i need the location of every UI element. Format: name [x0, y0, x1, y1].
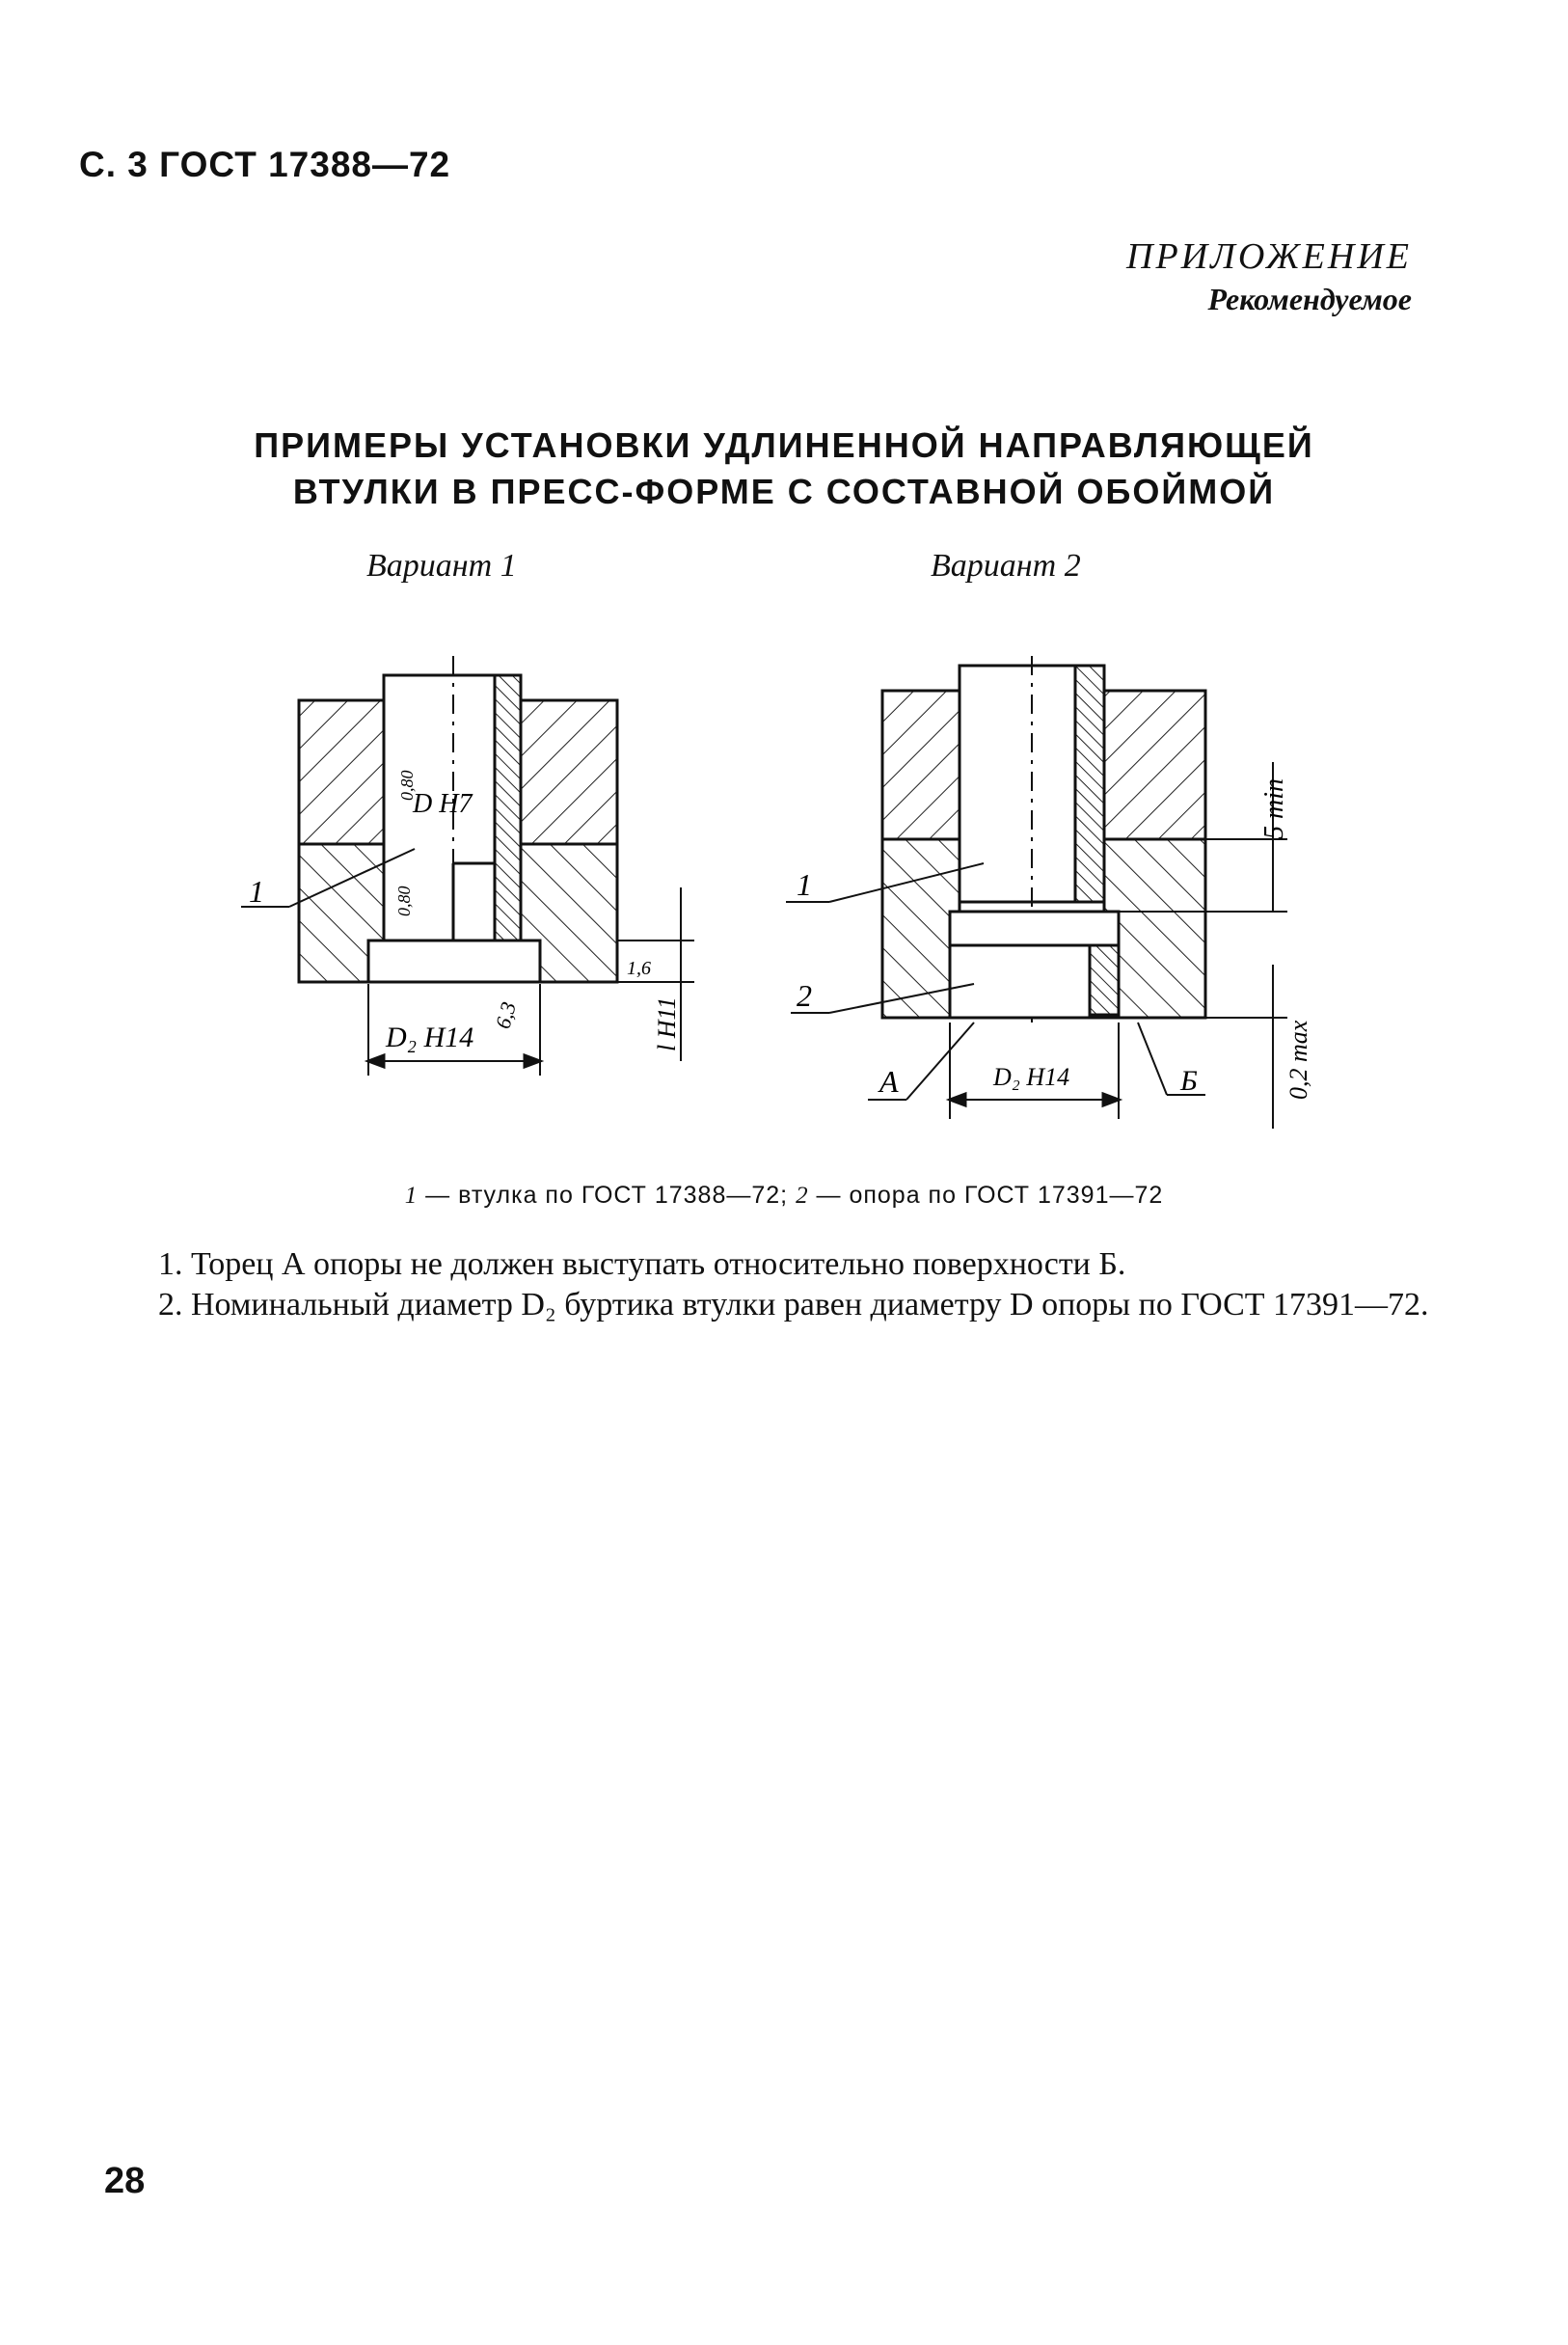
variant-1-heading: Вариант 1: [366, 548, 517, 584]
title-line-1: ПРИМЕРЫ УСТАНОВКИ УДЛИНЕННОЙ НАПРАВЛЯЮЩЕЙ: [254, 425, 1314, 465]
d1-roughness-lower: 0,80: [394, 886, 414, 916]
technical-drawing: [0, 0, 1568, 1158]
d1-fit-bore: D H7: [413, 789, 473, 819]
variant-2-heading: Вариант 2: [931, 548, 1081, 584]
page-number: 28: [104, 2161, 146, 2201]
note-2: 2. Номинальный диаметр D₂ буртика втулки равен диаметру D опоры по ГОСТ 17391—72.: [158, 1287, 1429, 1322]
d2-item-1: 1: [797, 867, 812, 902]
d2-dim-max: 0,2 max: [1284, 1020, 1312, 1100]
d1-item-1: 1: [249, 874, 264, 909]
figure-caption: [0, 1182, 1568, 1210]
d2-label-b: Б: [1180, 1065, 1198, 1097]
variant-1-drawing: [241, 656, 694, 1076]
d1-roughness-upper: 0,80: [397, 770, 417, 801]
title-line-2: ВТУЛКИ В ПРЕСС-ФОРМЕ С СОСТАВНОЙ ОБОЙМОЙ: [292, 472, 1276, 511]
d2-label-a: А: [879, 1064, 899, 1099]
caption-text-2: — опора по ГОСТ 17391—72: [808, 1182, 1164, 1209]
d1-dim-diameter: D₂ H14: [386, 1022, 474, 1053]
caption-num-2: 2: [796, 1183, 809, 1209]
note-1: 1. Торец А опоры не должен выступать относительно поверхности Б.: [158, 1246, 1126, 1282]
d2-item-2: 2: [797, 978, 812, 1013]
notes-block: [100, 1244, 1441, 1325]
appendix-status: Рекомендуемое: [1207, 282, 1412, 316]
page-header: С. 3 ГОСТ 17388—72: [79, 145, 451, 184]
caption-text-1: — втулка по ГОСТ 17388—72;: [418, 1182, 797, 1209]
variant-2-drawing: [786, 656, 1287, 1129]
d2-dim-min: 5 min: [1259, 778, 1289, 839]
d1-dim-length: l H11: [653, 996, 681, 1051]
d2-dim-diameter: D₂ H14: [993, 1063, 1070, 1091]
d1-roughness-shoulder: 6,3: [490, 998, 521, 1032]
caption-num-1: 1: [404, 1183, 419, 1209]
appendix-label: ПРИЛОЖЕНИЕ: [1126, 236, 1412, 277]
d1-roughness-face: 1,6: [627, 958, 651, 979]
